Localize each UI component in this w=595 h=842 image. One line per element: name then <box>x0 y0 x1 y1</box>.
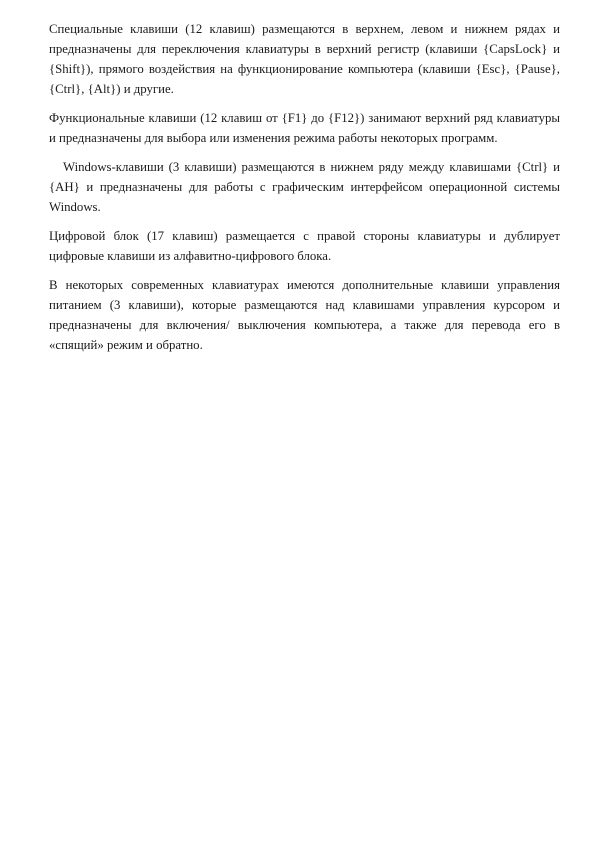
paragraph-numeric-block: Цифровой блок (17 клавиш) размещается с правой стороны клавиатуры и дублирует цифровые клавиши из алфавитно-цифрового блока. <box>49 229 560 263</box>
paragraph-function-keys: Функциональные клавиши (12 клавиш от {F1} до {F12}) занимают верхний ряд клавиатуры и предназначены для выбора или изменения режима работы некоторых программ. <box>49 111 560 145</box>
paragraph-power-keys: В некоторых современных клавиатурах имеются дополнительные клавиши управления питанием (3 клавиши), которые размещаются над клавишами управления курсором и предназначены для включения/ выключения компьютера, а также для перевода его в «спящий» режим и обратно. <box>49 278 560 352</box>
document-body <box>49 19 560 364</box>
paragraph-special-keys: Специальные клавиши (12 клавиш) размещаются в верхнем, левом и нижнем рядах и предназначены для переключения клавиатуры в верхний регистр (клавиши {CapsLock} и {Shift}), прямого воздействия на функционирование компьютера (клавиши {Esc}, {Pause}, {Ctrl}, {Alt}) и другие. <box>49 22 560 96</box>
paragraph-windows-keys: Windows-клавиши (3 клавиши) размещаются в нижнем ряду между клавишами {Ctrl} и {АН} и предназначены для работы с графическим интерфейсом операционной системы Windows. <box>49 160 560 214</box>
